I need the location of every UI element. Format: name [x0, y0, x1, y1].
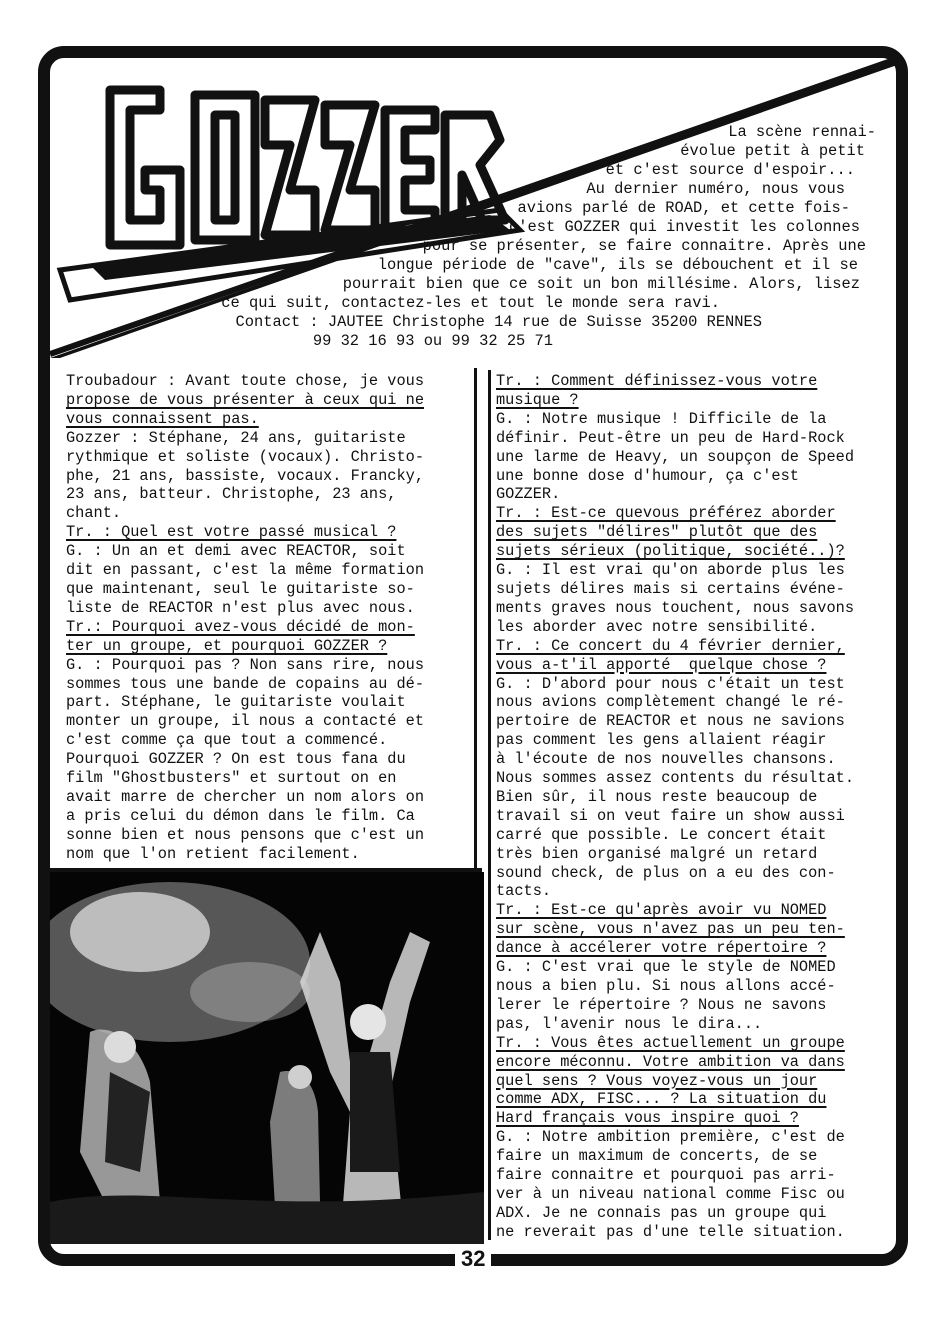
- interview-line: monter un groupe, il nous a contacté et: [66, 712, 425, 731]
- interview-line: sonne bien et nous pensons que c'est un: [66, 825, 425, 844]
- interview-line: G. : C'est vrai que le style de NOMED: [496, 958, 836, 977]
- intro-line: pour se présenter, se faire connaitre. Après une: [422, 237, 866, 255]
- interview-line: pas comment les gens allaient réagir: [496, 731, 827, 750]
- interview-line: Bien sûr, il nous reste beaucoup de: [496, 787, 818, 806]
- intro-line: La scène rennai-: [728, 123, 876, 141]
- interview-line: c'est comme ça que tout a commencé.: [66, 731, 388, 750]
- interview-line: Tr. : Vous êtes actuellement un groupe: [496, 1033, 845, 1052]
- interview-line: les aborder avec notre sensibilité.: [496, 617, 818, 636]
- right-column-rule: [488, 370, 491, 1240]
- page-number: 32: [455, 1246, 491, 1272]
- interview-line: dit en passant, c'est la même formation: [66, 561, 425, 580]
- intro-line: ce qui suit, contactez-les et tout le monde sera ravi.: [221, 294, 720, 312]
- intro-line: et c'est source d'espoir...: [605, 161, 855, 179]
- contact-line: Contact : JAUTEE Christophe 14 rue de Suisse 35200 RENNES: [235, 313, 762, 331]
- interview-line: une larme de Heavy, un soupçon de Speed: [496, 447, 855, 466]
- intro-line: pourrait bien que ce soit un bon millésime. Alors, lisez: [342, 275, 860, 293]
- intro-line: Au dernier numéro, nous vous: [586, 180, 845, 198]
- interview-line: tacts.: [496, 882, 552, 901]
- interview-line: phe, 21 ans, bassiste, vocaux. Francky,: [66, 466, 425, 485]
- interview-line: Nous sommes assez contents du résultat.: [496, 769, 855, 788]
- interview-line: encore méconnu. Votre ambition va dans: [496, 1052, 845, 1071]
- interview-line: part. Stéphane, le guitariste voulait: [66, 693, 406, 712]
- interview-right-column: [496, 372, 854, 1242]
- interview-line: très bien organisé malgré un retard: [496, 844, 818, 863]
- interview-line: faire connaitre et pourquoi pas arri-: [496, 1166, 836, 1185]
- interview-line: faire un maximum de concerts, de se: [496, 1147, 818, 1166]
- interview-line: définir. Peut-être un peu de Hard-Rock: [496, 428, 845, 447]
- logo-text: GOZZER: [290, 190, 295, 191]
- interview-line: Tr. : Quel est votre passé musical ?: [66, 523, 397, 542]
- interview-line: Hard français vous inspire quoi ?: [496, 1109, 799, 1128]
- interview-line: quel sens ? Vous voyez-vous un jour: [496, 1071, 818, 1090]
- interview-line: lerer le répertoire ? Nous ne savons: [496, 995, 827, 1014]
- interview-line: sound check, de plus on a eu des con-: [496, 863, 836, 882]
- interview-line: Tr. : Ce concert du 4 février dernier,: [496, 636, 845, 655]
- interview-line: Tr.: Pourquoi avez-vous décidé de mon-: [66, 617, 415, 636]
- concert-photo: [50, 872, 484, 1244]
- interview-line: sujets sérieux (politique, société..)?: [496, 542, 845, 561]
- interview-line: film "Ghostbusters" et surtout on en: [66, 769, 397, 788]
- interview-line: liste de REACTOR n'est plus avec nous.: [66, 598, 415, 617]
- interview-line: à l'écoute de nos nouvelles chansons.: [496, 750, 836, 769]
- interview-line: ver à un niveau national comme Fisc ou: [496, 1184, 845, 1203]
- intro-line: avions parlé de ROAD, et cette fois-: [517, 199, 850, 217]
- contact-phones: 99 32 16 93 ou 99 32 25 71: [312, 332, 553, 350]
- interview-line: Tr. : Comment définissez-vous votre: [496, 372, 818, 390]
- interview-line: sur scène, vous n'avez pas un peu ten-: [496, 920, 845, 939]
- interview-line: avait marre de chercher un nom alors on: [66, 787, 425, 806]
- interview-line: Pourquoi GOZZER ? On est tous fana du: [66, 750, 406, 769]
- intro-line: évolue petit à petit: [680, 142, 865, 160]
- interview-line: G. : Pourquoi pas ? Non sans rire, nous: [66, 655, 425, 674]
- interview-line: pertoire de REACTOR et nous ne savions: [496, 712, 845, 731]
- interview-line: chant.: [66, 504, 122, 523]
- interview-line: sujets délires mais si certains événe-: [496, 579, 845, 598]
- interview-line: que maintenant, seul le guitariste so-: [66, 579, 415, 598]
- interview-line: comme ADX, FISC... ? La situation du: [496, 1090, 827, 1109]
- interview-line: G. : Notre ambition première, c'est de: [496, 1128, 845, 1147]
- interview-line: a pris celui du démon dans le film. Ca: [66, 806, 415, 825]
- interview-line: musique ?: [496, 390, 579, 409]
- interview-line: pas, l'avenir nous le dira...: [496, 1014, 763, 1033]
- interview-line: travail si on veut faire un show aussi: [496, 806, 845, 825]
- interview-line: ne reverait pas d'une telle situation.: [496, 1222, 845, 1241]
- interview-line: 23 ans, batteur. Christophe, 23 ans,: [66, 485, 397, 504]
- intro-line: çi c'est GOZZER qui investit les colonnes: [481, 218, 860, 236]
- interview-left-column: [66, 372, 424, 864]
- interview-line: dance à accélerer votre répertoire ?: [496, 939, 827, 958]
- intro-line: longue période de "cave", ils se débouchent et il se: [377, 256, 858, 274]
- interview-line: une bonne dose d'humour, ça c'est: [496, 466, 799, 485]
- interview-line: propose de vous présenter à ceux qui ne: [66, 390, 425, 409]
- interview-line: G. : Notre musique ! Difficile de la: [496, 409, 827, 428]
- interview-line: carré que possible. Le concert était: [496, 825, 827, 844]
- interview-line: sommes tous une bande de copains au dé-: [66, 674, 425, 693]
- interview-line: ADX. Je ne connais pas un groupe qui: [496, 1203, 827, 1222]
- interview-line: ments graves nous touchent, nous savons: [496, 598, 855, 617]
- interview-line: Troubadour : Avant toute chose, je vous: [66, 372, 425, 390]
- interview-line: nous avions complètement changé le ré-: [496, 693, 845, 712]
- left-column-rule: [474, 368, 477, 876]
- interview-line: Tr. : Est-ce quevous préférez aborder: [496, 504, 836, 523]
- interview-line: ter un groupe, et pourquoi GOZZER ?: [66, 636, 388, 655]
- interview-line: nous a bien plu. Si nous allons accé-: [496, 977, 836, 995]
- interview-line: GOZZER.: [496, 485, 561, 504]
- interview-line: Gozzer : Stéphane, 24 ans, guitariste: [66, 428, 406, 447]
- interview-line: vous connaissent pas.: [66, 409, 259, 428]
- interview-line: vous a-t'il apporté quelque chose ?: [496, 655, 827, 674]
- interview-line: nom que l'on retient facilement.: [66, 844, 360, 863]
- interview-line: rythmique et soliste (vocaux). Christo-: [66, 447, 425, 466]
- interview-line: Tr. : Est-ce qu'après avoir vu NOMED: [496, 901, 827, 920]
- interview-line: des sujets "délires" plutôt que des: [496, 523, 818, 542]
- interview-line: G. : D'abord pour nous c'était un test: [496, 674, 845, 693]
- interview-line: G. : Il est vrai qu'on aborde plus les: [496, 561, 845, 580]
- interview-line: G. : Un an et demi avec REACTOR, soit: [66, 542, 406, 561]
